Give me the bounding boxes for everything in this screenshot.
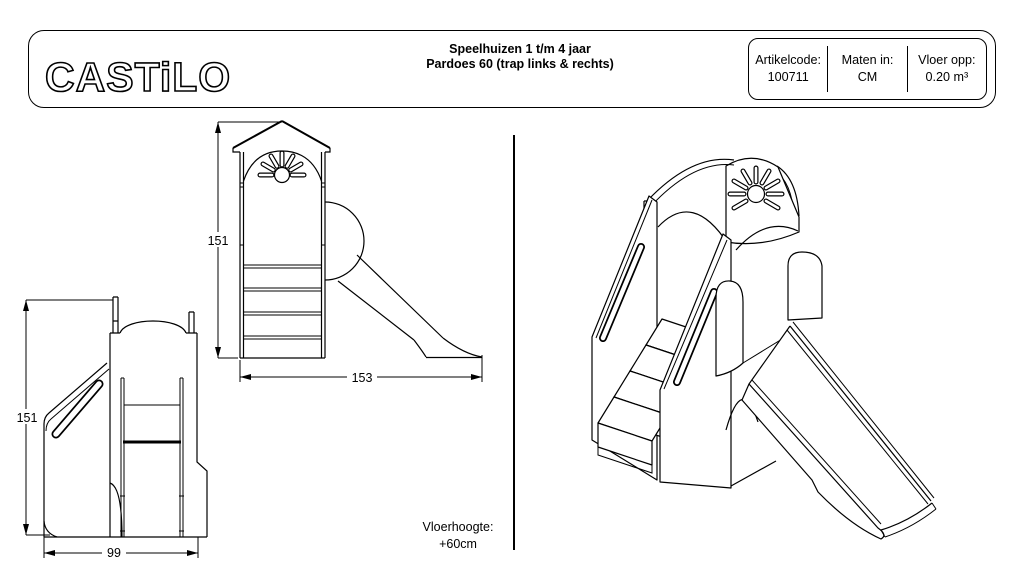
info-maten-label: Maten in: xyxy=(841,53,894,67)
info-maten-value: CM xyxy=(857,70,878,84)
floor-height-note-line-1: Vloerhoogte: xyxy=(422,520,494,534)
info-vloeropp-label: Vloer opp: xyxy=(918,53,976,67)
isometric-view-drawing xyxy=(540,130,1010,570)
side-height-dimension: 151 xyxy=(207,234,229,248)
title-line-2: Pardoes 60 (trap links & rechts) xyxy=(426,57,614,71)
sun-cutout xyxy=(260,153,304,183)
isometric-structure xyxy=(592,158,936,539)
info-artikelcode-value: 100711 xyxy=(767,70,809,84)
info-vloeropp xyxy=(908,39,986,99)
info-artikelcode xyxy=(749,39,827,99)
floor-height-note-line-2: +60cm xyxy=(439,537,477,551)
side-width-dimension: 153 xyxy=(351,371,373,385)
side-view-drawing xyxy=(195,105,495,395)
front-height-dimension: 151 xyxy=(16,411,38,425)
floor-height-note xyxy=(396,519,520,553)
title-block xyxy=(330,42,710,72)
front-view-dimensions xyxy=(13,300,198,560)
info-maten xyxy=(828,39,906,99)
castilo-logo xyxy=(45,50,245,102)
logo-text: CASTiLO xyxy=(45,54,232,100)
side-view-dimensions xyxy=(204,122,482,385)
info-vloeropp-value: 0.20 m³ xyxy=(925,70,969,84)
side-view-structure xyxy=(233,121,482,358)
info-box xyxy=(748,38,987,100)
info-artikelcode-label: Artikelcode: xyxy=(755,53,822,67)
front-view-drawing xyxy=(10,285,220,575)
front-view-structure xyxy=(44,297,207,537)
front-width-dimension: 99 xyxy=(107,546,121,560)
sheet-divider-line xyxy=(513,135,515,550)
title-line-1: Speelhuizen 1 t/m 4 jaar xyxy=(449,42,591,56)
